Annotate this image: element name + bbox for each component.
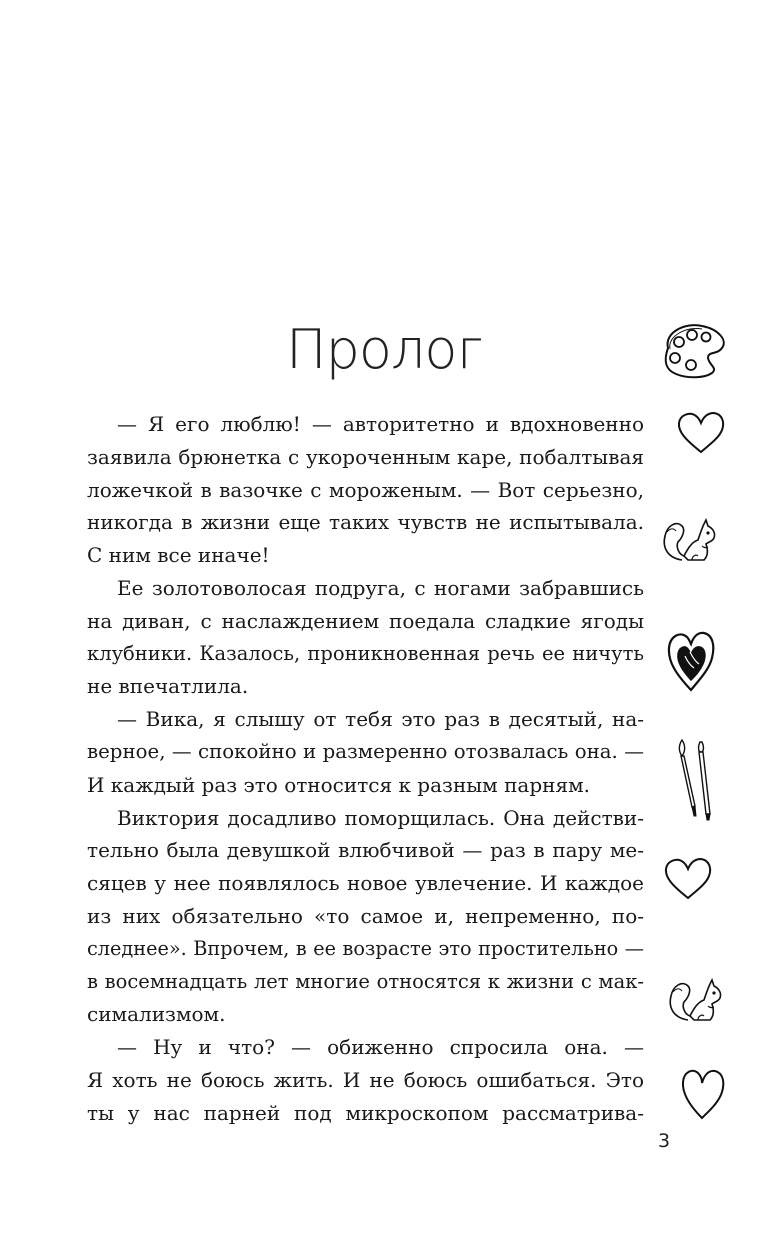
palette-icon	[658, 318, 728, 380]
text-line: — Вика, я слышу от тебя это раз в десятый, на-	[117, 707, 644, 732]
text-line: сяцев у нее появлялось новое увлечение. И каждое	[87, 871, 644, 896]
heart-filled-icon	[666, 628, 716, 694]
text-line: симализмом.	[87, 1002, 226, 1027]
text-line: Ее золотоволосая подруга, с ногами забравшись	[117, 575, 644, 600]
text-line: из них обязательно «то самое и, непременно, по-	[87, 903, 644, 928]
text-line: следнее». Впрочем, в ее возрасте это простительно —	[87, 936, 644, 960]
chapter-title: Пролог	[286, 318, 482, 381]
text-line: ты у нас парней под микроскопом рассматрива-	[87, 1100, 644, 1125]
text-line: клубники. Казалось, проникновенная речь ее ничуть	[87, 641, 644, 665]
text-line: — Ну и что? — обиженно спросила она. —	[117, 1035, 644, 1060]
text-line: И каждый раз это относится к разным парням.	[87, 772, 591, 797]
paintbrushes-icon	[674, 736, 720, 824]
text-line: С ним все иначе!	[87, 543, 270, 568]
heart-outline-icon	[676, 410, 726, 456]
squirrel-icon	[658, 512, 720, 566]
text-line: Виктория досадливо поморщилась. Она действи-	[117, 805, 644, 830]
text-line: никогда в жизни еще таких чувств не испытывала.	[87, 510, 644, 535]
prose-body	[87, 408, 644, 1130]
heart-outline-icon	[680, 1066, 726, 1122]
text-line: верное, — спокойно и размеренно отозвалась она. —	[87, 739, 644, 763]
page-number: 3	[658, 1130, 671, 1152]
text-line: ложечкой в вазочке с мороженым. — Вот серьезно,	[87, 477, 644, 502]
text-line: не впечатлила.	[87, 674, 249, 699]
text-line: тельно была девушкой влюбчивой — раз в пару ме-	[87, 838, 644, 863]
heart-outline-icon	[663, 856, 713, 902]
text-line: заявила брюнетка с укороченным каре, побалтывая	[87, 444, 644, 469]
text-line: в восемнадцать лет многие относятся к жизни с мак-	[87, 969, 644, 993]
text-line: на диван, с наслаждением поедала сладкие ягоды	[87, 608, 644, 633]
text-line: Я хоть не боюсь жить. И не боюсь ошибаться. Это	[87, 1067, 644, 1092]
squirrel-icon	[664, 972, 726, 1026]
text-line: — Я его люблю! — авторитетно и вдохновенно	[117, 412, 644, 436]
